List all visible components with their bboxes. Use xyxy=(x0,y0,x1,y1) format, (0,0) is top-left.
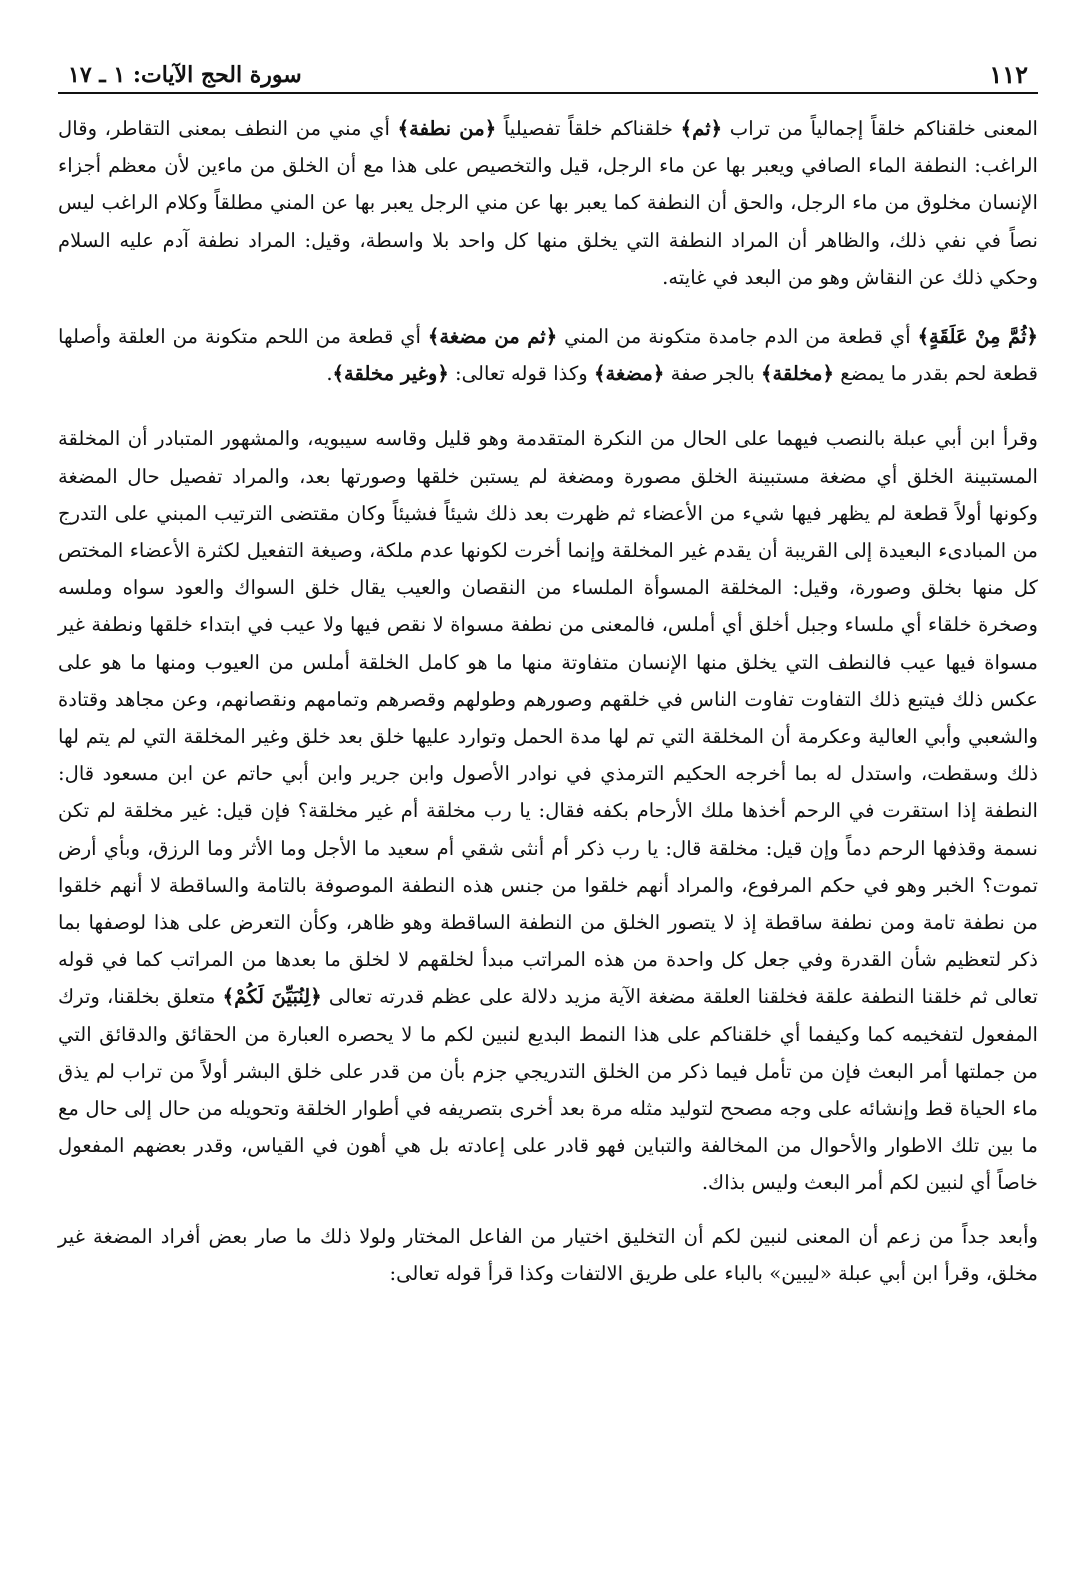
paragraph-1: المعنى خلقناكم خلقاً إجمالياً من تراب ﴿ثم﴾ خلقناكم خلقاً تفصيلياً ﴿من نطفة﴾ أي مني من النطف بمعنى التقاطر، وقال الراغب: النطفة الماء الصافي ويعبر بها عن ماء الرجل، قيل والتخصيص على هذا مع أن الخلق من ماءين لأن معظم أجزاء الإنسان مخلوق من ماء الرجل، والحق أن النطفة كما يعبر بها عن مني الرجل يعبر بها عن المني مطلقاً وكلام الراغب ليس نصاً في نفي ذلك، والظاهر أن المراد النطفة التي يخلق منها كل واحد بلا واسطة، وقيل: المراد نطفة آدم عليه السلام وحكي ذلك عن النقاش وهو من البعد في غايته. xyxy=(58,117,1038,289)
book-page xyxy=(58,58,1038,1538)
paragraph-2: ﴿ثُمَّ مِنْ عَلَقَةٍ﴾ أي قطعة من الدم جامدة متكونة من المني ﴿ثم من مضغة﴾ أي قطعة من اللحم متكونة من العلقة وأصلها قطعة لحم بقدر ما يمضع ﴿مخلقة﴾ بالجر صفة ﴿مضغة﴾ وكذا قوله تعالى: ﴿وغير مخلقة﴾. xyxy=(58,325,1039,386)
paragraph-3: وقرأ ابن أبي عبلة بالنصب فيهما على الحال من النكرة المتقدمة وهو قليل وقاسه سيبويه، والمشهور المتبادر أن المخلقة المستبينة الخلق أي مضغة مستبينة الخلق مصورة ومضغة لم يستبن خلقها وصورتها بعد، والمراد تفصيل حال المضغة وكونها أولاً قطعة لم يظهر فيها شيء من الأعضاء ثم ظهرت بعد ذلك شيئاً فشيئاً وكان مقتضى الترتيب المبني على التدرج من المبادىء البعيدة إلى القريبة أن يقدم غير المخلقة وإنما أخرت لكونها عدم ملكة، وصيغة التفعيل لكثرة الأعضاء المختص كل منها بخلق وصورة، وقيل: المخلقة المسوأة الملساء من النقصان والعيب يقال خلق السواك والعود سواه وملسه وصخرة خلقاء أي ملساء وجبل أخلق أي أملس، فالمعنى من نطفة مسواة لا نقص فيها ولا عيب في ابتداء خلقها ونطفة غير مسواة فيها عيب فالنطف التي يخلق منها الإنسان متفاوتة منها ما هو كامل الخلقة أملس من العيوب ومنها ما هو على عكس ذلك فيتبع ذلك التفاوت تفاوت الناس في خلقهم وصورهم وطولهم وقصرهم وتمامهم ونقصانهم، وعن مجاهد وقتادة والشعبي وأبي العالية وعكرمة أن المخلقة التي تم لها مدة الحمل وتوارد عليها خلق بعد خلق وغير المخلقة التي لم يتم لها ذلك وسقطت، واستدل له بما أخرجه الحكيم الترمذي في نوادر الأصول وابن جرير وابن أبي حاتم عن ابن مسعود قال: النطفة إذا استقرت في الرحم أخذها ملك الأرحام بكفه فقال: يا رب مخلقة أم غير مخلقة؟ فإن قيل: غير مخلقة لم تكن نسمة وقذفها الرحم دماً وإن قيل: مخلقة قال: يا رب ذكر أم أنثى شقي أم سعيد ما الأجل وما الأثر وما الرزق، وبأي أرض تموت؟ الخبر وهو في حكم المرفوع، والمراد أنهم خلقوا من جنس هذه النطفة الموصوفة بالتامة والساقطة لا أنهم خلقوا من نطفة تامة ومن نطفة ساقطة إذ لا يتصور الخلق من النطفة الساقطة وهو ظاهر، وكأن التعرض على هذا لوصفها بما ذكر لتعظيم شأن القدرة وفي جعل كل واحدة من هذه المراتب مبدأ لخلقهم لا لخلق ما بعدها من المراتب كما في قوله تعالى ثم خلقنا النطفة علقة فخلقنا العلقة مضغة الآية مزيد دلالة على عظم قدرته تعالى ﴿لِنُبَيِّنَ لَكُمْ﴾ متعلق بخلقنا، وترك المفعول لتفخيمه كما وكيفما أي خلقناكم على هذا النمط البديع لنبين لكم ما لا يحصره العبارة من الحقائق والدقائق التي من جملتها أمر البعث فإن من تأمل فيما ذكر من الخلق التدريجي جزم بأن من قدر على خلق البشر أولاً من تراب لم يذق ماء الحياة قط وإنشائه على وجه مصحح لتوليد مثله مرة بعد أخرى بتصريفه في أطوار الخلقة وتحويله من حال إلى حال مع ما بين تلك الاطوار والأحوال من المخالفة والتباين فهو قادر على إعادته بل هي أهون في القياس، وقدر بعضهم المفعول خاصاً أي لنبين لكم أمر البعث وليس بذاك. xyxy=(58,427,1038,1195)
running-header xyxy=(58,58,1038,94)
page-number: ١١٢ xyxy=(989,60,1028,89)
paragraph-4: وأبعد جداً من زعم أن المعنى لنبين لكم أن التخليق اختيار من الفاعل المختار ولولا ذلك ما صار بعض أفراد المضغة غير مخلق، وقرأ ابن أبي عبلة «ليبين» بالباء على طريق الالتفات وكذا قرأ قوله تعالى: xyxy=(58,1224,1038,1285)
chapter-title: سورة الحج الآيات: ١ ـ ١٧ xyxy=(68,62,302,88)
header-rule xyxy=(58,92,1038,94)
